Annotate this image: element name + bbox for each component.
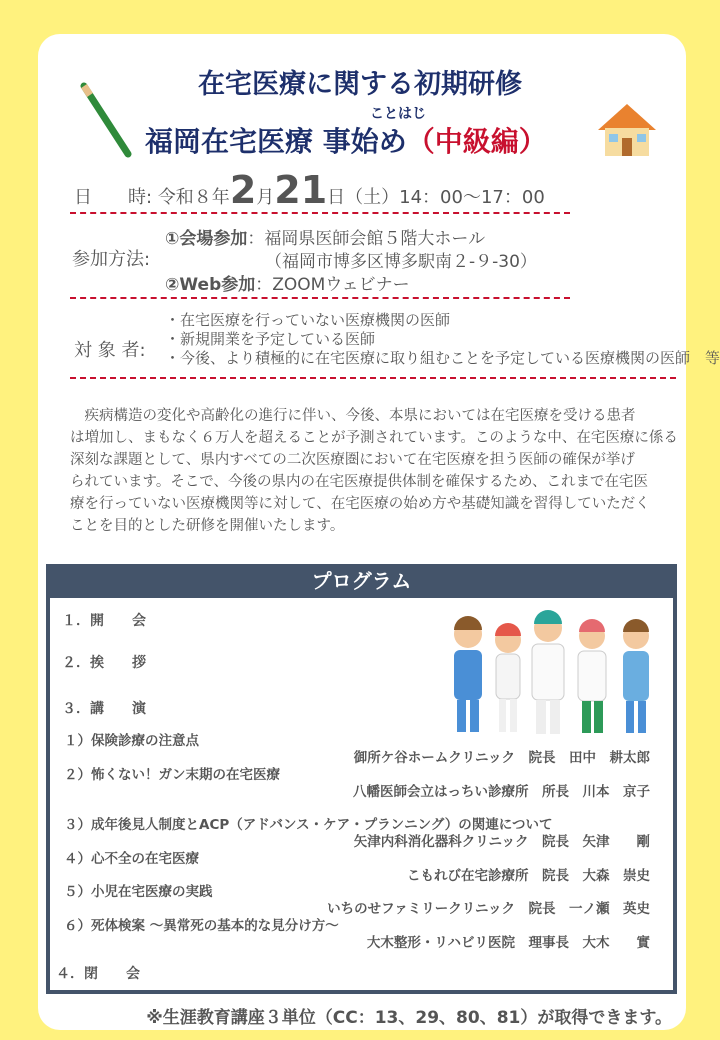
- target-item: ・今後、より積極的に在宅医療に取り組むことを予定している医療機関の医師 等: [165, 349, 720, 367]
- lecture-title: １）保険診療の注意点: [64, 733, 199, 749]
- divider: [70, 297, 570, 299]
- program-heading: プログラム: [46, 564, 677, 598]
- house-icon: [596, 100, 658, 160]
- date-month: 2: [229, 168, 257, 212]
- divider: [70, 212, 570, 214]
- description-line: ことを目的とした研修を開催いたします。: [70, 518, 345, 534]
- target-item: ・新規開業を予定している医師: [165, 330, 376, 348]
- date-era: 令和８年: [157, 187, 230, 208]
- description-line: 療を行っていない医療機関等に対して、在宅医療の始め方や基礎知識を習得していただく: [70, 496, 650, 512]
- description-line: られています。そこで、今後の県内の在宅医療提供体制を確保するため、これまで在宅医: [70, 474, 648, 490]
- date-label: 日 時:: [74, 187, 153, 208]
- target-list: [165, 311, 720, 368]
- title-level: （中級編）: [406, 125, 547, 158]
- description-line: は増加し、まもなく６万人を超えることが予測されています。このような中、在宅医療に係る: [70, 430, 678, 446]
- lecture-title: ３）成年後見人制度とACP（アドバンス・ケア・プランニング）の関連について: [64, 817, 553, 833]
- description-line: 深刻な課題として、県内すべての二次医療圏において在宅医療を担う医師の確保が挙げ: [70, 452, 635, 468]
- program-item-greeting: ２．挨 拶: [62, 655, 146, 671]
- program-item-lecture: ３．講 演: [62, 701, 146, 717]
- target-label: 対 象 者:: [74, 340, 146, 361]
- venue: ：福岡県医師会館５階大ホール: [247, 229, 486, 249]
- venue-label: ①会場参加: [165, 229, 248, 249]
- program-item-closing: ４．閉 会: [56, 966, 140, 982]
- date-day: 21: [274, 168, 328, 212]
- lecture-speaker: 大木整形・リハビリ医院 理事長 大木 實: [366, 935, 650, 951]
- web: ：ZOOMウェビナー: [255, 275, 410, 295]
- venue-line: [165, 224, 485, 249]
- target-item: ・在宅医療を行っていない医療機関の医師: [165, 311, 451, 329]
- title-line1: 在宅医療に関する初期研修: [198, 69, 522, 100]
- lecture-title: ４）心不全の在宅医療: [64, 851, 199, 867]
- description: [70, 405, 678, 537]
- month-unit: 月: [256, 187, 275, 208]
- divider: [70, 377, 676, 379]
- title-line2: [145, 120, 547, 160]
- venue-address: （福岡市博多区博多駅南２-９-30）: [265, 252, 537, 272]
- date-time: （土）14：00～17：00: [345, 187, 545, 208]
- cme-credits-note: ※生涯教育講座３単位（CC：13、29、80、81）が取得できます。: [146, 1008, 672, 1028]
- day-unit: 日: [327, 187, 346, 208]
- lecture-speaker: いちのせファミリークリニック 院長 一ノ瀬 英史: [327, 901, 650, 917]
- title-ruby: ことはじ: [370, 106, 426, 122]
- participation-label: 参加方法:: [72, 249, 151, 270]
- web-label: ②Web参加: [165, 275, 256, 295]
- title-main: 福岡在宅医療 事始め: [145, 125, 407, 158]
- program-item-opening: １．開 会: [62, 613, 146, 629]
- lecture-title: ２）怖くない！ガン末期の在宅医療: [64, 767, 280, 783]
- date-row: [74, 168, 545, 212]
- description-line: 疾病構造の変化や高齢化の進行に伴い、今後、本県においては在宅医療を受ける患者: [70, 408, 636, 424]
- medical-staff-illustration: [440, 604, 662, 738]
- lecture-title: ５）小児在宅医療の実践: [64, 884, 213, 900]
- lecture-speaker: こもれび在宅診療所 院長 大森 崇史: [407, 868, 650, 884]
- lecture-speaker: 矢津内科消化器科クリニック 院長 矢津 剛: [353, 834, 650, 850]
- web-line: [165, 270, 410, 295]
- lecture-speaker: 八幡医師会立はっちい診療所 所長 川本 京子: [353, 784, 650, 800]
- lecture-speaker: 御所ケ谷ホームクリニック 院長 田中 耕太郎: [353, 750, 650, 766]
- lecture-title: ６）死体検案 ～異常死の基本的な見分け方～: [64, 918, 339, 934]
